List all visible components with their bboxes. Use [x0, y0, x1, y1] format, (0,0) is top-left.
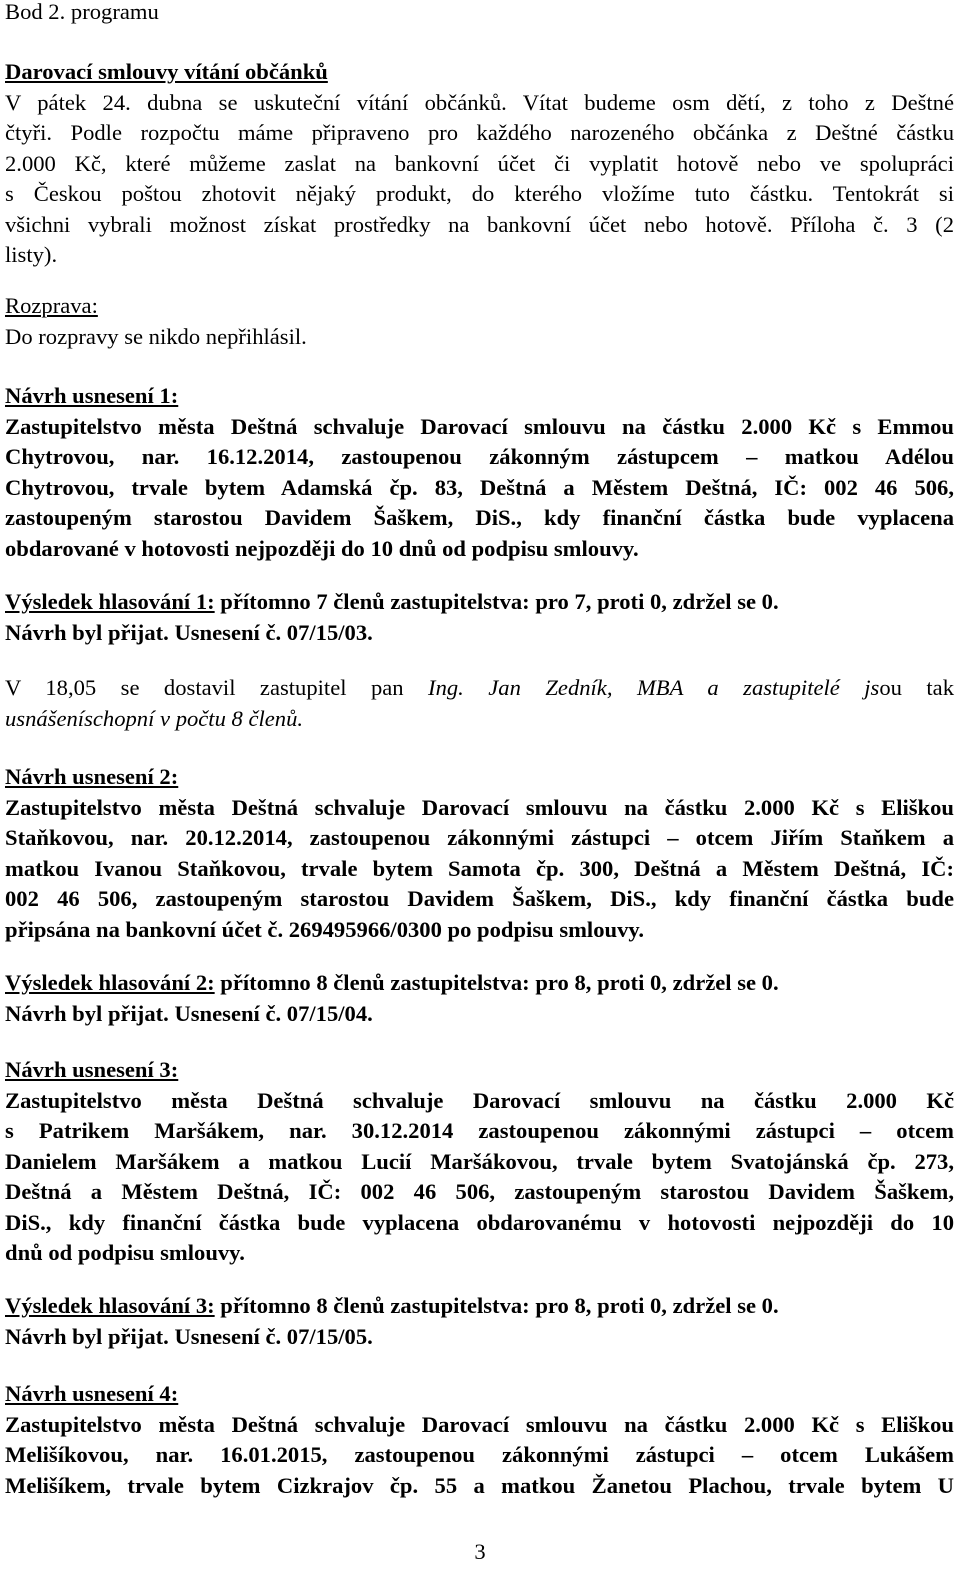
vote-result-3: [5, 1291, 954, 1352]
intro-line: 2.000 Kč, které můžeme zaslat na bankovní účet či vyplatit hotově nebo ve spolupráci: [5, 150, 954, 176]
vote-label: Výsledek hlasování 1:: [5, 589, 215, 614]
vote-result: Návrh byl přijat. Usnesení č. 07/15/03.: [5, 619, 373, 645]
proposal-line: zastoupeným starostou Davidem Šaškem, DiS., kdy finanční částka bude vyplacena: [5, 505, 954, 530]
proposal-4: [5, 1379, 954, 1501]
intro-section: [5, 57, 954, 271]
item-heading: [5, 0, 954, 28]
intro-line: s Českou poštou zhotovit nějaký produkt, do kterého vložíme tuto částku. Tentokrát si: [5, 181, 954, 206]
proposal-3: [5, 1055, 954, 1269]
vote-text: přítomno 7 členů zastupitelstva: pro 7, proti 0, zdržel se 0.: [214, 589, 779, 614]
proposal-line: Zastupitelstvo města Deštná schvaluje Darovací smlouvu na částku 2.000 Kč s Eliškou: [5, 794, 954, 820]
page-number: 3: [474, 1539, 486, 1564]
proposal-1: [5, 381, 954, 564]
arrival-note: [5, 673, 954, 734]
proposal-line: Deštná a Městem Deštná, IČ: 002 46 506, zastoupeným starostou Davidem Šaškem,: [5, 1179, 954, 1204]
arrival-line-1: V 18,05 se dostavil zastupitel pan Ing. Jan Zedník, MBA a zastupitelé jsou tak: [5, 675, 954, 700]
intro-line: všichni vybrali možnost získat prostředky na bankovní účet nebo hotově. Příloha č. 3 (2: [5, 211, 954, 237]
debate-label: Rozprava:: [5, 293, 98, 318]
proposal-label: Návrh usnesení 2:: [5, 764, 179, 789]
proposal-line: matkou Ivanou Staňkovou, trvale bytem Samota čp. 300, Deštná a Městem Deštná, IČ:: [5, 855, 954, 881]
proposal-line: Zastupitelstvo města Deštná schvaluje Darovací smlouvu na částku 2.000 Kč s Eliškou: [5, 1411, 954, 1437]
proposal-line: dnů od podpisu smlouvy.: [5, 1240, 245, 1265]
vote-label: Výsledek hlasování 3:: [5, 1293, 215, 1318]
vote-text: přítomno 8 členů zastupitelstva: pro 8, proti 0, zdržel se 0.: [214, 970, 779, 995]
debate-section: [5, 291, 954, 352]
proposal-line: 002 46 506, zastoupeným starostou Davidem Šaškem, DiS., kdy finanční částka bude: [5, 886, 954, 911]
proposal-label: Návrh usnesení 3:: [5, 1057, 179, 1082]
proposal-line: Melišíkovou, nar. 16.01.2015, zastoupenou zákonnými zástupci – otcem Lukášem: [5, 1442, 954, 1467]
vote-result: Návrh byl přijat. Usnesení č. 07/15/04.: [5, 1000, 373, 1026]
vote-label: Výsledek hlasování 2:: [5, 970, 215, 995]
proposal-line: Danielem Maršákem a matkou Lucií Maršákovou, trvale bytem Svatojánská čp. 273,: [5, 1148, 954, 1174]
proposal-label: Návrh usnesení 4:: [5, 1381, 179, 1406]
proposal-line: Zastupitelstvo města Deštná schvaluje Darovací smlouvu na částku 2.000 Kč s Emmou: [5, 413, 954, 439]
item-heading-text: Bod 2. programu: [5, 0, 159, 24]
arrival-line-2: usnášeníschopní v počtu 8 členů.: [5, 705, 304, 731]
intro-line: V pátek 24. dubna se uskuteční vítání občánků. Vítat budeme osm dětí, z toho z Deštné: [5, 89, 954, 115]
proposal-label: Návrh usnesení 1:: [5, 383, 179, 408]
proposal-line: Melišíkem, trvale bytem Cizkrajov čp. 55 a matkou Žanetou Plachou, trvale bytem U: [5, 1472, 954, 1498]
proposal-line: připsána na bankovní účet č. 269495966/0300 po podpisu smlouvy.: [5, 916, 645, 942]
proposal-line: Chytrovou, trvale bytem Adamská čp. 83, Deštná a Městem Deštná, IČ: 002 46 506,: [5, 474, 954, 500]
proposal-line: s Patrikem Maršákem, nar. 30.12.2014 zastoupenou zákonnými zástupci – otcem: [5, 1118, 954, 1143]
proposal-line: Chytrovou, nar. 16.12.2014, zastoupenou zákonným zástupcem – matkou Adélou: [5, 444, 954, 469]
vote-result: Návrh byl přijat. Usnesení č. 07/15/05.: [5, 1323, 373, 1349]
proposal-line: Staňkovou, nar. 20.12.2014, zastoupenou zákonnými zástupci – otcem Jiřím Staňkem a: [5, 825, 954, 850]
proposal-line: Zastupitelstvo města Deštná schvaluje Darovací smlouvu na částku 2.000 Kč: [5, 1087, 954, 1113]
debate-text: Do rozpravy se nikdo nepřihlásil.: [5, 323, 307, 349]
proposal-line: DiS., kdy finanční částka bude vyplacena obdarovanému v hotovosti nejpozději do 10: [5, 1209, 954, 1235]
section-title: Darovací smlouvy vítání občánků: [5, 59, 328, 84]
proposal-2: [5, 762, 954, 945]
intro-line: listy).: [5, 242, 58, 267]
vote-result-2: [5, 968, 954, 1029]
vote-result-1: [5, 587, 954, 648]
intro-line: čtyři. Podle rozpočtu máme připraveno pro každého narozeného občánka z Deštné částku: [5, 120, 954, 145]
proposal-line: obdarované v hotovosti nejpozději do 10 dnů od podpisu smlouvy.: [5, 535, 639, 561]
vote-text: přítomno 8 členů zastupitelstva: pro 8, proti 0, zdržel se 0.: [214, 1293, 779, 1318]
